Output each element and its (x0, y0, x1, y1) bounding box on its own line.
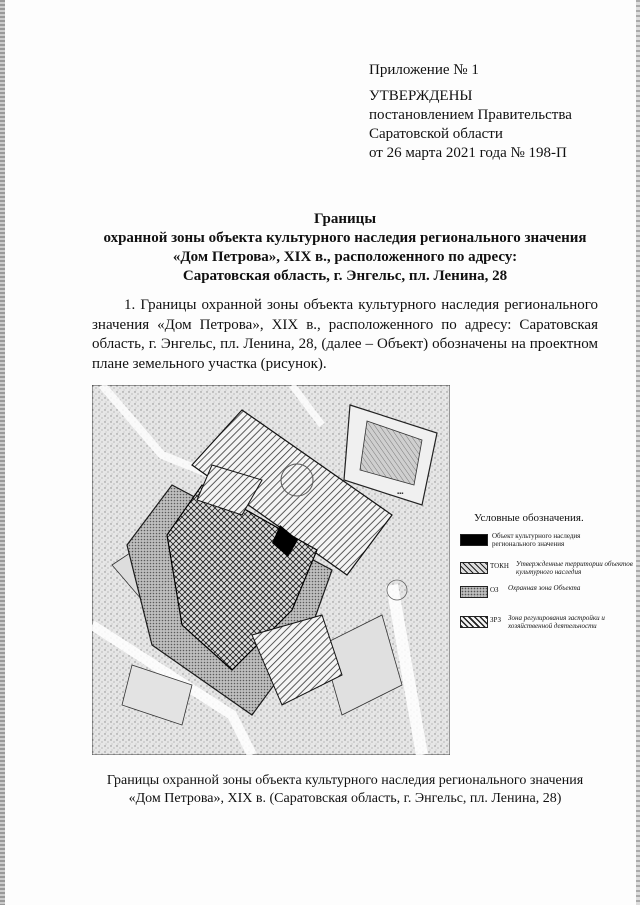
approval-line: Саратовской области (369, 126, 503, 142)
body-paragraph: 1. Границы охранной зоны объекта культурного наследия регионального значения «Дом Петрова», XIX в., расположенного по адресу: Саратовская область, г. Энгельс, пл. Ленина, 28, (далее – Объект) обозначены на проектном плане земельного участка (рисунок). (92, 297, 598, 372)
title-line: Границы (313, 211, 377, 227)
legend-item-zrz (460, 614, 636, 632)
site-plan-map (92, 385, 450, 755)
scan-right-edge (636, 0, 640, 905)
scan-left-edge (0, 0, 5, 905)
legend-swatch (460, 562, 488, 574)
svg-text:▪▪▪: ▪▪▪ (397, 491, 404, 497)
approval-line: УТВЕРЖДЕНЫ (369, 88, 473, 104)
approval-block (369, 87, 572, 163)
legend-code: ОЗ (490, 586, 499, 594)
caption-line: «Дом Петрова», XIX в. (Саратовская область, г. Энгельс, пл. Ленина, 28) (128, 791, 562, 806)
title-line: «Дом Петрова», XIX в., расположенного по адресу: (172, 249, 518, 265)
legend-item-tokn (460, 560, 636, 578)
legend-swatch (460, 616, 488, 628)
title-line: охранной зоны объекта культурного наследия регионального значения (103, 230, 587, 246)
legend-swatch (460, 586, 488, 598)
figure-caption (92, 772, 598, 808)
legend-item-heritage-object (460, 532, 636, 550)
appendix-label: Приложение № 1 (369, 62, 479, 78)
legend-text: Объект культурного наследия регионального значения (492, 532, 581, 548)
approval-line: постановлением Правительства (369, 107, 572, 123)
legend-text: Зона регулирования застройки и хозяйственной деятельности (508, 614, 605, 630)
caption-line: Границы охранной зоны объекта культурного наследия регионального значения (106, 773, 584, 788)
legend-code: ЗРЗ (490, 616, 501, 624)
approval-line: от 26 марта 2021 года № 198-П (369, 145, 567, 161)
legend-swatch (460, 534, 488, 546)
legend-text: Охранная зона Объекта (508, 584, 581, 592)
legend-item-oz (460, 584, 636, 602)
legend-text: Утвержденные территории объектов культурного наследия (516, 560, 633, 576)
legend-title: Условные обозначения. (474, 512, 584, 524)
legend-code: ТОКН (490, 562, 509, 570)
title-line: Саратовская область, г. Энгельс, пл. Ленина, 28 (182, 268, 508, 284)
document-title (60, 210, 630, 286)
